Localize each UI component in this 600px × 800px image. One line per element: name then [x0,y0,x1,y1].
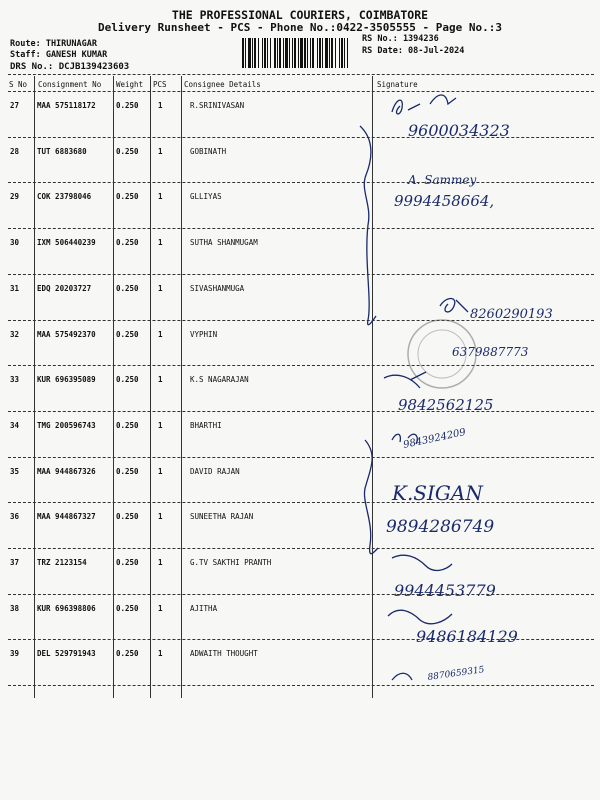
cell-consignment: TRZ 2123154 [37,558,87,567]
cell-sno: 37 [10,558,20,567]
cell-consignment: MAA 575492370 [37,329,96,339]
cell-sno: 29 [10,192,20,202]
rs-date: RS Date: 08-Jul-2024 [362,46,465,56]
handwritten-phone: 9843924209 [402,426,467,451]
handwritten-name: A. Sammey [408,173,477,187]
cell-pcs: 1 [158,420,163,430]
handwritten-phone: 9486184129 [416,627,518,646]
cell-consignment: KUR 696398806 [37,603,96,613]
cell-pcs: 1 [158,329,163,339]
cell-pcs: 1 [158,192,163,202]
brace-scribble [360,126,376,325]
cell-consignee: G.TV SAKTHI PRANTH [190,558,272,567]
route-label: Route: THIRUNAGAR [10,39,97,49]
cell-sno: 31 [10,283,20,293]
staff-label: Staff: GANESH KUMAR [10,50,108,60]
cell-consignment: MAA 944867327 [37,512,96,522]
cell-pcs: 1 [158,603,163,613]
handwritten-phone: 9600034323 [408,121,510,140]
cell-consignee: K.S NAGARAJAN [190,375,249,385]
cell-weight: 0.250 [116,283,139,293]
cell-pcs: 1 [158,146,163,156]
cell-weight: 0.250 [116,192,139,202]
cell-weight: 0.250 [116,329,139,339]
cell-sno: 27 [10,101,20,110]
signature-mark [388,610,452,624]
handwritten-phone: 9944453779 [394,581,496,600]
cell-sno: 36 [10,512,20,522]
cell-consignment: MAA 944867326 [37,466,96,476]
cell-consignment: KUR 696395089 [37,375,96,385]
runsheet-subtitle: Delivery Runsheet - PCS - Phone No.:0422-3505555 - Page No.:3 [98,21,502,34]
cell-pcs: 1 [158,375,163,385]
col-consignment: Consignment No [38,80,102,89]
rs-number: RS No.: 1394236 [362,34,439,44]
cell-pcs: 1 [158,558,163,567]
signature-mark [392,95,456,114]
cell-sno: 39 [10,649,20,659]
cell-weight: 0.250 [116,558,139,567]
cell-consignee: BHARTHI [190,420,222,430]
cell-pcs: 1 [158,238,163,248]
cell-weight: 0.250 [116,420,139,430]
handwritten-phone: 9994458664, [394,192,495,210]
cell-sno: 38 [10,603,20,613]
cell-consignee: GOBINATH [190,146,227,156]
cell-weight: 0.250 [116,101,139,110]
handwritten-phone: 6379887773 [452,345,529,359]
cell-consignee: DAVID RAJAN [190,466,240,476]
handwritten-phone: 8260290193 [470,307,553,322]
cell-consignment: EDQ 20203727 [37,283,92,293]
cell-pcs: 1 [158,101,163,110]
cell-consignee: VYPHIN [190,329,218,339]
cell-sno: 33 [10,375,20,385]
cell-pcs: 1 [158,512,163,522]
cell-consignee: GLLIYAS [190,192,222,202]
cell-pcs: 1 [158,649,163,659]
cell-sno: 35 [10,466,20,476]
cell-pcs: 1 [158,283,163,293]
col-weight: Weight [116,80,144,89]
cell-sno: 34 [10,420,20,430]
col-signature: Signature [377,80,418,89]
cell-consignment: IXM 506440239 [37,238,96,248]
drs-number: DRS No.: DCJB139423603 [10,62,130,72]
cell-weight: 0.250 [116,238,139,248]
cell-consignment: COK 23798046 [37,192,92,202]
signature-mark [440,299,468,313]
cell-sno: 28 [10,146,20,156]
signature-mark [392,673,412,680]
signature-mark [392,555,452,570]
cell-weight: 0.250 [116,146,139,156]
cell-consignee: SUTHA SHANMUGAM [190,238,258,248]
cell-weight: 0.250 [116,649,139,659]
cell-consignment: DEL 529791943 [37,649,96,659]
handwritten-phone: 9842562125 [398,396,494,414]
col-pcs: PCS [153,80,167,89]
brace-scribble [364,440,378,554]
cell-consignment: TMG 200596743 [37,420,96,430]
cell-consignee: SUNEETHA RAJAN [190,512,254,522]
cell-weight: 0.250 [116,512,139,522]
handwritten-name: K.SIGAN [392,481,483,505]
cell-pcs: 1 [158,466,163,476]
cell-sno: 30 [10,238,20,248]
handwritten-phone: 8870659315 [427,665,486,683]
cell-sno: 32 [10,329,20,339]
cell-weight: 0.250 [116,603,139,613]
cell-weight: 0.250 [116,375,139,385]
col-consignee: Consignee Details [184,80,261,89]
col-sno: S No [9,80,28,89]
cell-consignee: SIVASHANMUGA [190,283,245,293]
cell-consignee: ADWAITH THOUGHT [190,649,258,659]
cell-consignment: MAA 575118172 [37,101,96,110]
cell-weight: 0.250 [116,466,139,476]
cell-consignee: R.SRINIVASAN [190,101,245,110]
cell-consignee: AJITHA [190,603,218,613]
handwritten-phone: 9894286749 [386,517,495,537]
company-title: THE PROFESSIONAL COURIERS, COIMBATORE [171,8,429,22]
cell-consignment: TUT 6883680 [37,146,87,156]
